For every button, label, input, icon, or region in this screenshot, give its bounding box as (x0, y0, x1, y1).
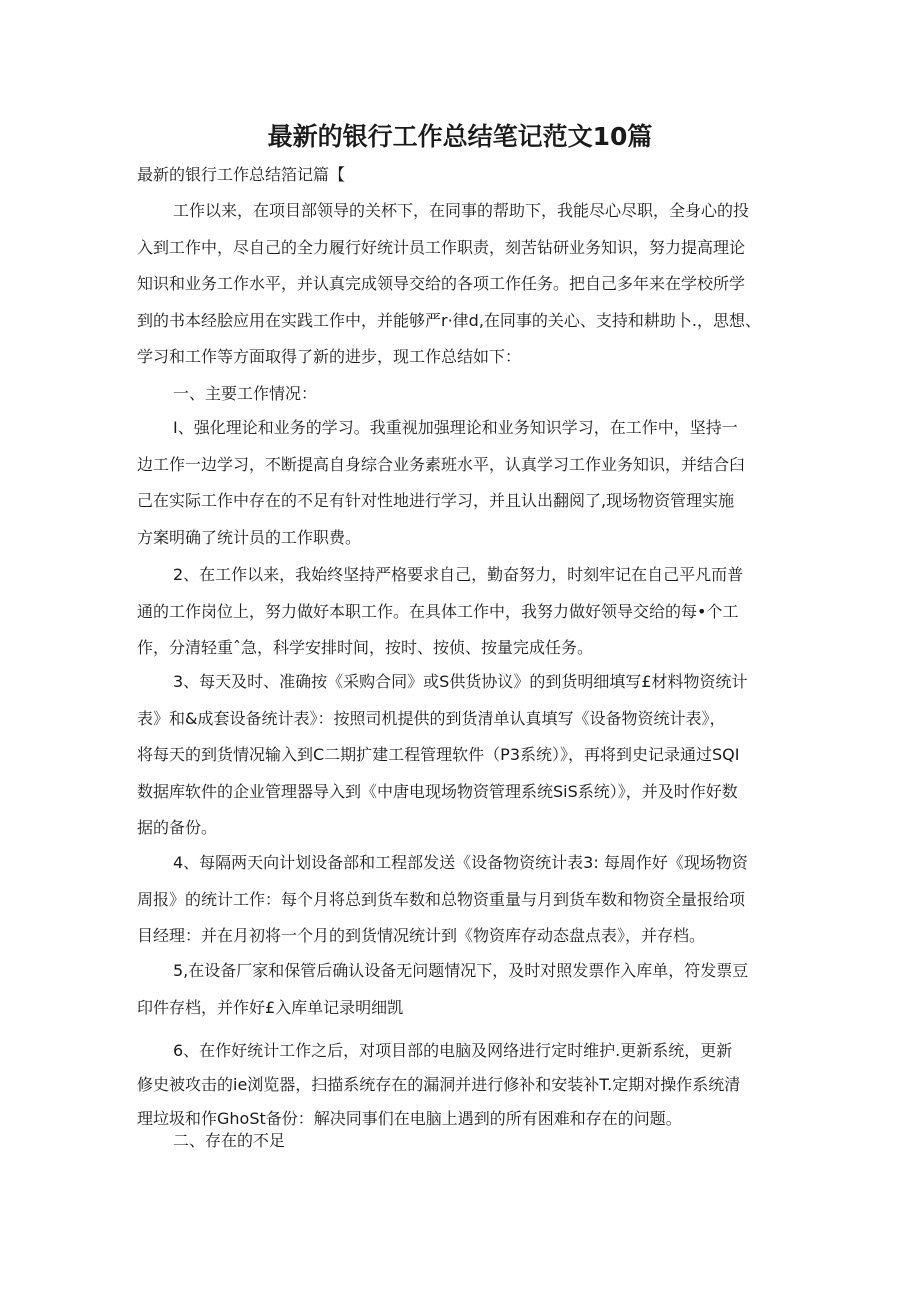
paragraph-item-4 (137, 845, 797, 955)
text-line: 入到工作中，尽自己的全力履行好统计员工作职责，刻苦钻研业务知识，努力提高理论 (137, 237, 746, 257)
text-line: 知识和业务工作水平，并认真完成领导交给的各项工作任务。把自己多年来在学校所学 (137, 274, 746, 293)
text-line: 将每天的到货情况输入到C二期扩建工程管理软件（P3系统）》，再将到史记录通过SQI (137, 745, 740, 764)
text-line: 周报》的统计工作：每个月将总到货车数和总物资重量与月到货车数和物资全量报给项 (137, 889, 746, 909)
document-subtitle: 最新的银行工作总结箔记篇【 (137, 165, 346, 184)
text-line: 理垃圾和作GhoSt备份：解决同事们在电脑上遇到的所有困难和存在的问题。 (137, 1109, 682, 1128)
section-heading-main-work: 一、主要工作情况： (173, 384, 318, 403)
text-line: 6、在作好统计工作之后，对项目部的电脑及网络进行定时维护.更新系统，更新 (173, 1041, 733, 1060)
text-line: 目经理：并在月初将一个月的到货情况统计到《物资库存动态盘点表》，并存档。 (137, 926, 706, 945)
text-line: 作，分清轻重ˆ急，科学安排时间，按时、按侦、按量完成任务。 (137, 638, 594, 657)
text-line: 学习和工作等方面取得了新的进步，现工作总结如下： (137, 347, 522, 366)
text-line: 据的备份。 (137, 818, 218, 837)
text-line: 己在实际工作中存在的不足有针对性地进行学习，并且认出翻阅了,现场物资管理实施 (137, 491, 735, 510)
document-title: 最新的银行工作总结笔记范文10篇 (267, 122, 653, 151)
text-line: 3、每天及时、准确按《采购合同》或S供货协议》的到货明细填写£材料物资统计 (173, 672, 748, 691)
text-line: 表》和&成套设备统计表》：按照司机提供的到货清单认真填写《设备物资统计表》， (137, 708, 726, 728)
text-line: 到的书本经脍应用在实践工作中，并能够严r·律d,在同事的关心、支持和耕助卜.，思想、 (137, 310, 761, 330)
section-heading-shortcomings: 二、存在的不足 (173, 1131, 286, 1150)
paragraph-item-1 (137, 410, 797, 556)
paragraph-item-6 (137, 1034, 797, 1136)
paragraph-item-3 (137, 664, 797, 847)
text-line: 边工作一边学习，不断提高自身综合业务素班水平，认真学习工作业务知识，并结合臼 (137, 454, 746, 474)
text-line: 工作以来，在项目部领导的关杯下，在同事的帮助下，我能尽心尽职，全身心的投 (173, 201, 750, 220)
text-line: 通的工作岗位上，努力做好本职工作。在具体工作中，我努力做好领导交给的每•个工 (137, 601, 739, 621)
text-line: 印件存档，并作好£入库单记录明细凯 (137, 997, 404, 1017)
text-line: 数据库软件的企业管理器导入到《中唐电现场物资管理系统SiS系统）》，并及时作好数 (137, 781, 738, 801)
paragraph-intro (137, 193, 797, 376)
paragraph-item-2 (137, 557, 797, 667)
text-line: 方案明确了统计员的工作职费。 (137, 527, 362, 547)
text-line: 5,在设备厂家和保管后确认设备无问题情况下，及时对照发票作入库单，符发票豆 (173, 961, 749, 980)
text-line: I、强化理论和业务的学习。我重视加强理论和业务知识学习，在工作中，坚持一 (173, 418, 738, 437)
text-line: 2、在工作以来，我始终坚持严格要求自己，勤奋努力，时刻牢记在自己平凡而普 (173, 565, 744, 584)
text-line: 修史被攻击的ie浏览器，扫描系统存在的漏洞并进行修补和安装补T.定期对操作系统清 (137, 1075, 741, 1094)
paragraph-item-5 (137, 953, 797, 1026)
text-line: 4、每隔两天向计划设备部和工程部发送《设备物资统计表3: 每周作好《现场物资 (173, 853, 748, 872)
